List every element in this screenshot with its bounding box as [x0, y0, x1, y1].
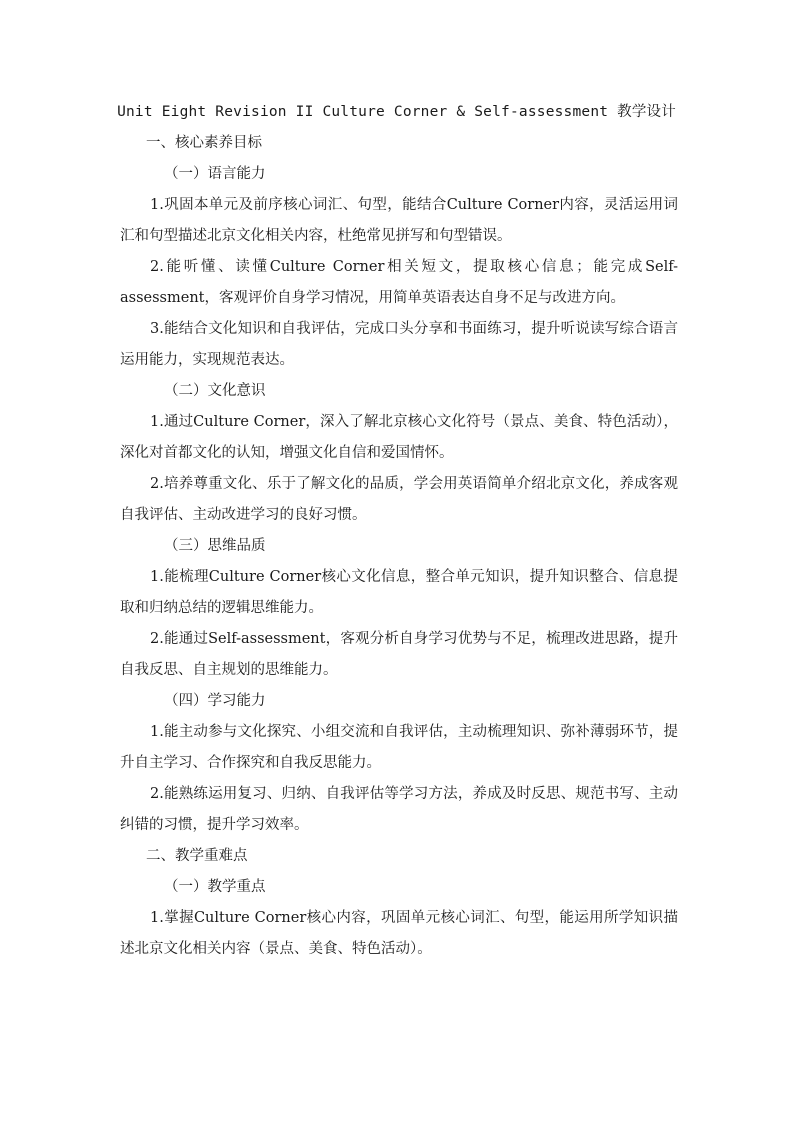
subsection-heading-language: （一）语言能力 [164, 166, 266, 182]
subsection-heading-focus: （一）教学重点 [164, 879, 266, 895]
paragraph: 2.能通过Self-assessment，客观分析自身学习优势与不足，梳理改进思路，提升自我反思、自主规划的思维能力。 [120, 631, 678, 678]
subsection-heading-thinking: （三）思维品质 [164, 538, 266, 554]
paragraph: 3.能结合文化知识和自我评估，完成口头分享和书面练习，提升听说读写综合语言运用能力，实现规范表达。 [120, 321, 678, 368]
section-heading-key-points: 二、教学重难点 [146, 848, 248, 864]
paragraph: 1.能主动参与文化探究、小组交流和自我评估，主动梳理知识、弥补薄弱环节，提升自主学习、合作探究和自我反思能力。 [120, 724, 678, 771]
paragraph: 1.巩固本单元及前序核心词汇、句型，能结合Culture Corner内容，灵活运用词汇和句型描述北京文化相关内容，杜绝常见拼写和句型错误。 [120, 197, 678, 244]
document-title: Unit Eight Revision II Culture Corner & Self-assessment 教学设计 [117, 104, 676, 120]
paragraph: 2.能熟练运用复习、归纳、自我评估等学习方法，养成及时反思、规范书写、主动纠错的习惯，提升学习效率。 [120, 786, 678, 833]
paragraph: 1.能梳理Culture Corner核心文化信息，整合单元知识，提升知识整合、信息提取和归纳总结的逻辑思维能力。 [120, 569, 678, 616]
document-body [120, 128, 678, 965]
paragraph: 2.培养尊重文化、乐于了解文化的品质，学会用英语简单介绍北京文化，养成客观自我评估、主动改进学习的良好习惯。 [120, 476, 678, 523]
subsection-heading-culture: （二）文化意识 [164, 383, 266, 399]
subsection-heading-learning: （四）学习能力 [164, 693, 266, 709]
section-heading-core-goals: 一、核心素养目标 [146, 135, 262, 151]
paragraph: 1.通过Culture Corner，深入了解北京核心文化符号（景点、美食、特色活动），深化对首都文化的认知，增强文化自信和爱国情怀。 [120, 414, 678, 461]
paragraph: 1.掌握Culture Corner核心内容，巩固单元核心词汇、句型，能运用所学知识描述北京文化相关内容（景点、美食、特色活动）。 [120, 910, 678, 957]
paragraph: 2.能听懂、读懂Culture Corner相关短文，提取核心信息；能完成Self-assessment，客观评价自身学习情况，用简单英语表达自身不足与改进方向。 [120, 259, 678, 306]
